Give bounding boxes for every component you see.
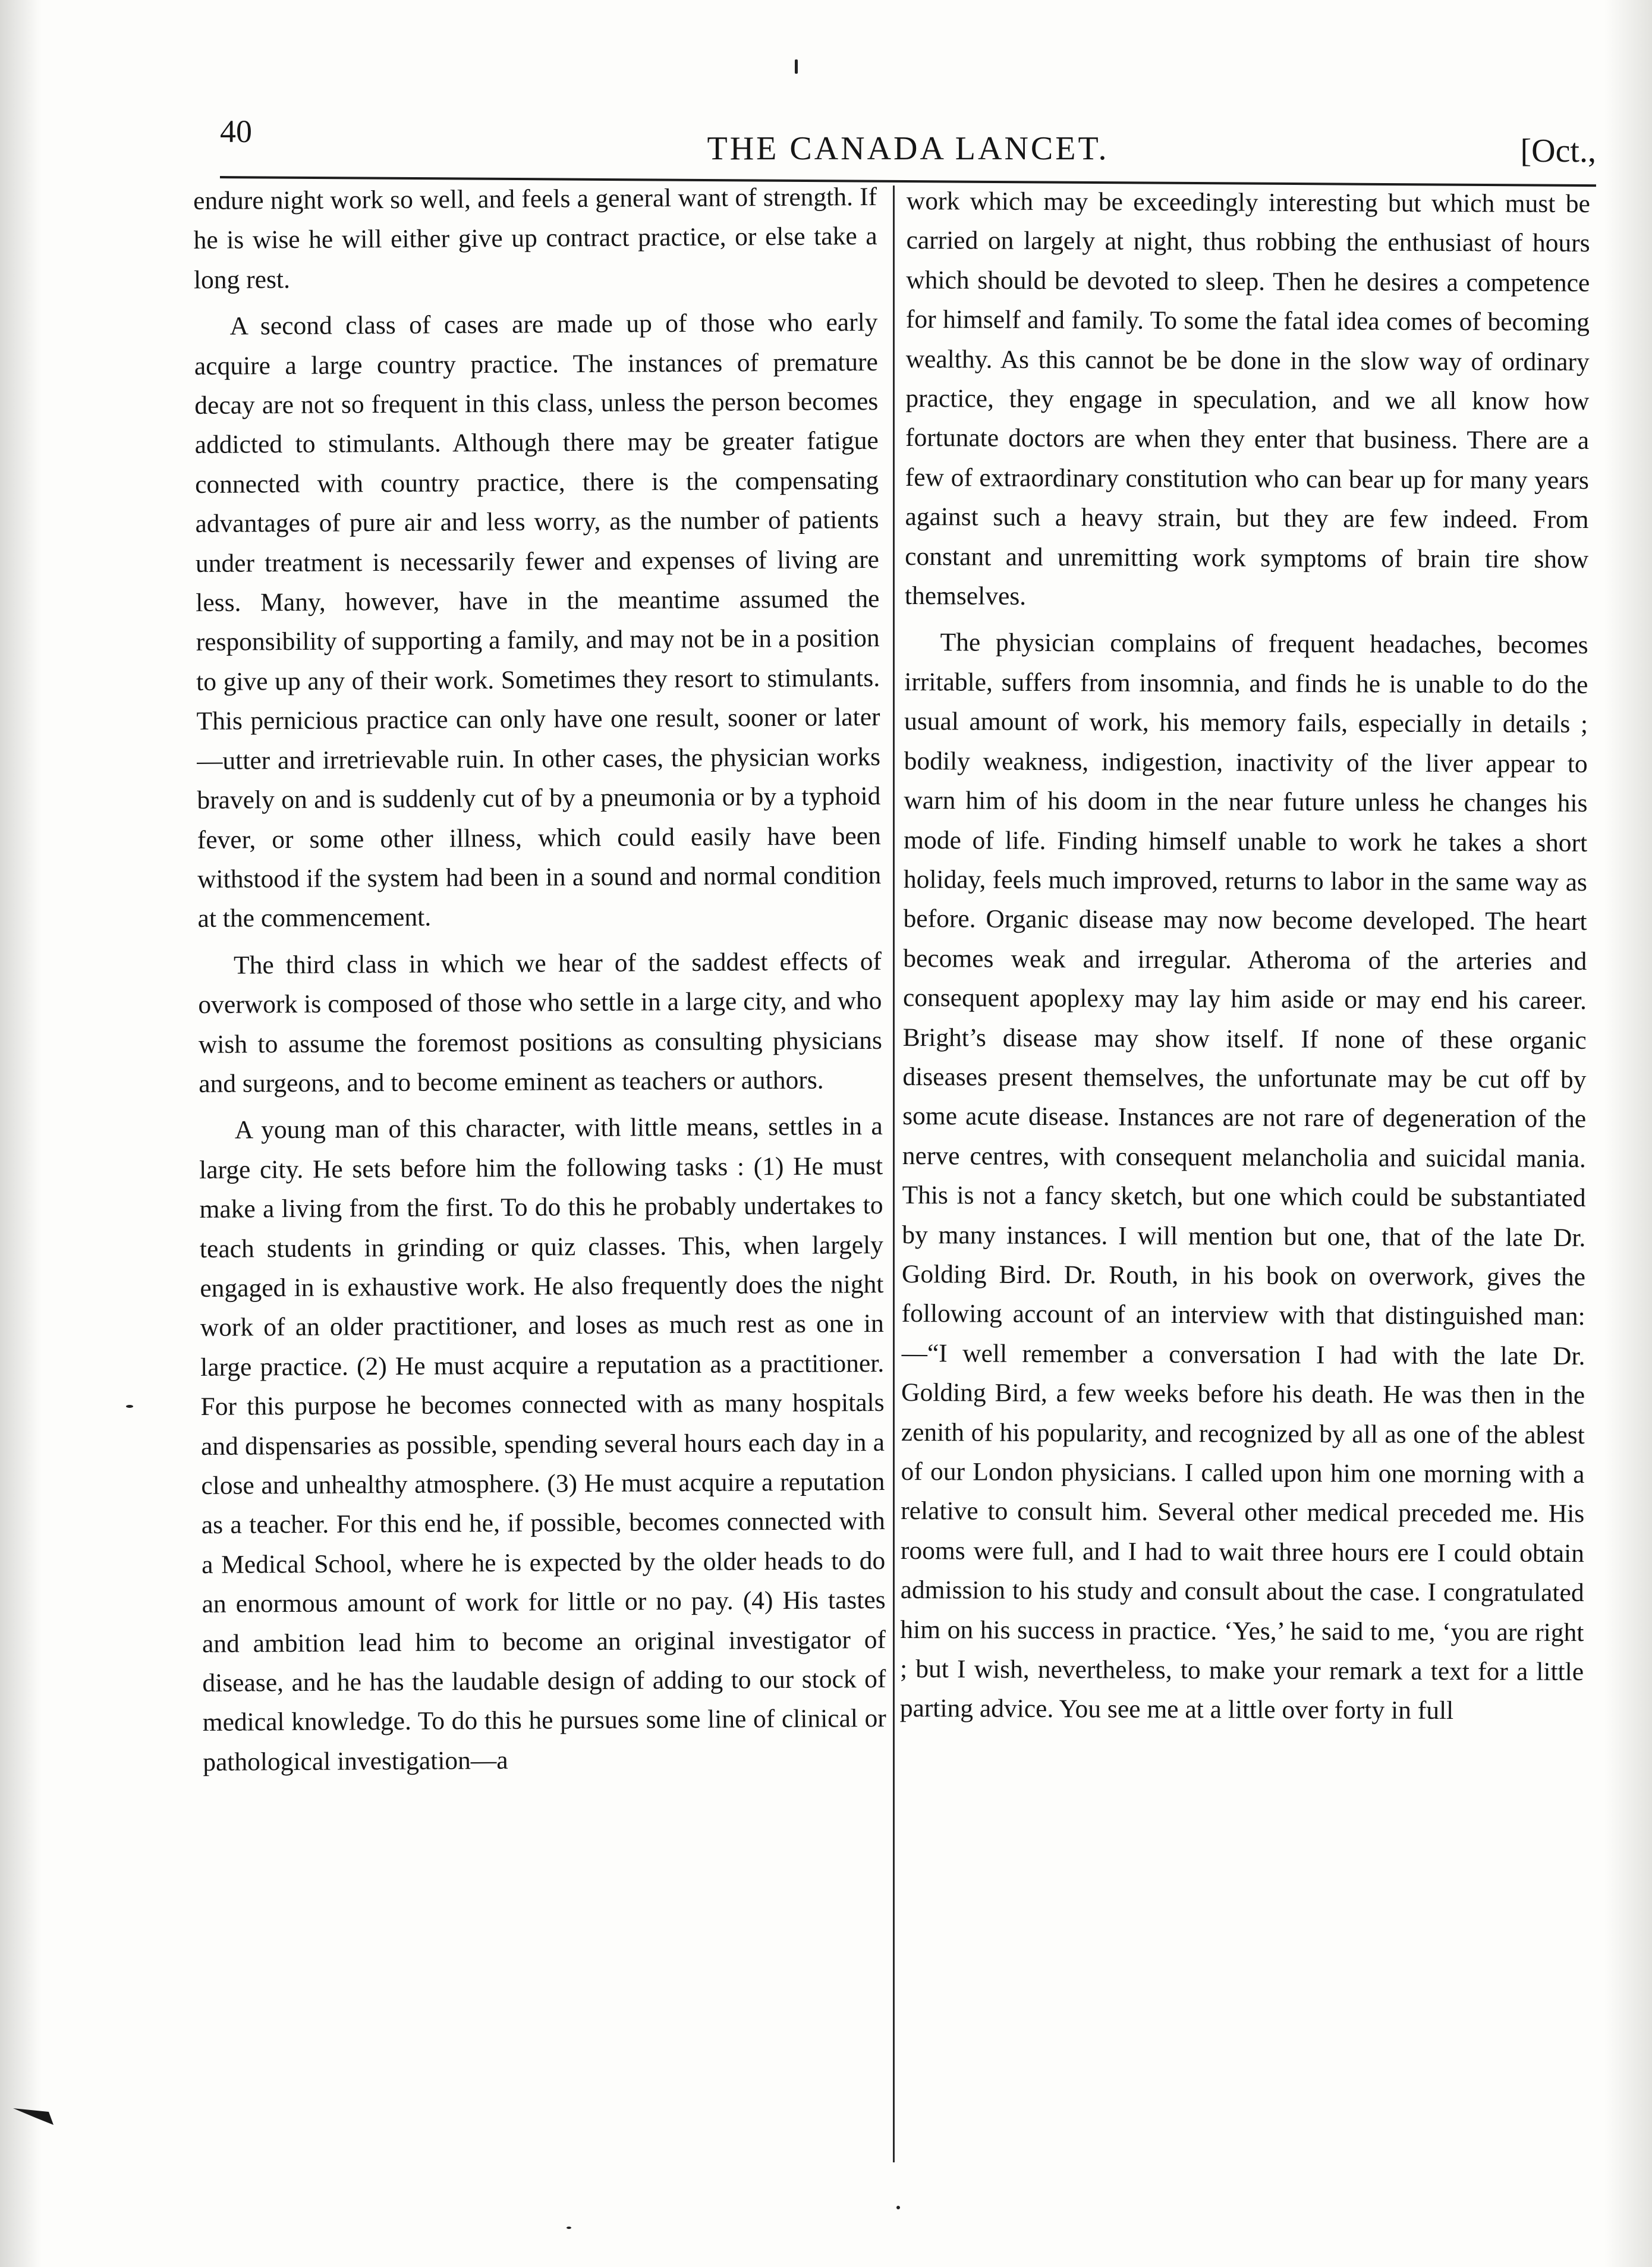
ink-speck xyxy=(896,2206,900,2209)
page-header xyxy=(220,113,1596,178)
running-title: THE CANADA LANCET. xyxy=(707,130,1109,167)
left-column xyxy=(193,177,889,2161)
column-divider xyxy=(893,185,895,2162)
ink-speck xyxy=(567,2227,571,2229)
scan-edge-left xyxy=(0,0,42,2267)
page-number: 40 xyxy=(220,114,252,149)
paragraph: The third class in which we hear of the saddest effects of overwork is composed of those who settle in a large city, and who wish to assume the foremost positions as consulting physicians and surgeons, and to become eminent as teachers or authors. xyxy=(198,947,882,1098)
ink-speck xyxy=(795,59,798,74)
paragraph: A second class of cases are made up of those who early acquire a large country practice. The instances of premature decay are not so frequent in this class, unless the person becomes addicted to stimulants. Although there may be greater fatigue connected with country practice, there is the compensating advantages of pure air and less worry, as the number of patients under treatment is necessarily fewer and expenses of living are less. Many, however, have in the meantime assumed the responsibility of supporting a family, and may not be in a position to give up any of their work. Sometimes they resort to stimulants. This pernicious practice can only have one result, sooner or later—utter and irretrievable ruin. In other cases, the physician works bravely on and is suddenly cut of by a pneumonia or by a typhoid fever, or some other illness, which could easily have been withstood if the system had been in a sound and normal condition at the commencement. xyxy=(194,308,882,933)
paragraph: work which may be exceedingly interesting but which must be carried on largely at night, thus robbing the enthusiast of hours which should be devoted to sleep. Then he desires a competence for himself and family. To some the fatal idea comes of becoming wealthy. As this cannot be be done in the slow way of ordinary practice, they engage in speculation, and we all know how fortunate doctors are when they enter that business. There are a few of extraordinary constitution who can bear up for many years against such a heavy strain, but they are few indeed. From constant and unremitting work symptoms of brain tire show themselves. xyxy=(904,186,1590,611)
issue-month: [Oct., xyxy=(1520,133,1596,169)
scan-edge-right xyxy=(1604,0,1652,2267)
right-column xyxy=(898,181,1590,2164)
paragraph: The physician complains of frequent headaches, becomes irritable, suffers from insomnia, and finds he is unable to do the usual amount of work, his memory fails, especially in details ; bodily weakness, indigestion, inactivity of the liver appear to warn him of his doom in the near future unless he changes his mode of life. Finding himself unable to work he takes a short holiday, feels much improved, returns to labor in the same way as before. Organic disease may now become developed. The heart becomes weak and irregular. Atheroma of the arteries and consequent apoplexy may lay him aside or may end his career. Bright’s disease may show itself. If none of these organic diseases present themselves, the unfortunate may be cut off by some acute disease. Instances are not rare of degeneration of the nerve centres, with consequent melancholia and suicidal mania. This is not a fancy sketch, but one which could be substantiated by many instances. I will mention but one, that of the late Dr. Golding Bird. Dr. Routh, in his book on overwork, gives the following account of an interview with that distinguished man:—“I well remember a conversation I had with the late Dr. Golding Bird, a few weeks before his death. He was then in the zenith of his popularity, and recognized by all as one of the ablest of our London physicians. I called upon him one morning with a relative to consult him. Several other medical preceded me. His rooms were full, and I had to wait three hours ere I could obtain admission to his study and consult about the case. I congratulated him on his success in practice. ‘Yes,’ he said to me, ‘you are right ; but I wish, nevertheless, to make your remark a text for a little parting advice. You see me at a little over forty in full xyxy=(899,628,1588,1725)
paragraph: A young man of this character, with little means, settles in a large city. He sets before him the following tasks : (1) He must make a living from the first. To do this he probably undertakes to teach students in grinding or quiz classes. This, when largely engaged in is exhaustive work. He also frequently does the night work of an older practitioner, and loses as much rest as one in large practice. (2) He must acquire a reputation as a practitioner. For this purpose he becomes connected with as many hospitals and dispensaries as possible, spending several hours each day in a close and unhealthy atmosphere. (3) He must acquire a reputation as a teacher. For this end he, if possible, becomes connected with a Medical School, where he is expected by the older heads to do an enormous amount of work for little or no pay. (4) His tastes and ambition lead him to become an original investigator of disease, and he has the laudable design of adding to our stock of medical knowledge. To do this he pursues some line of clinical or pathological investigation—a xyxy=(199,1112,886,1777)
paragraph: endure night work so well, and feels a general want of strength. If he is wise he will either give up contract practice, or else take a long rest. xyxy=(193,182,877,294)
ink-speck xyxy=(126,1405,133,1408)
margin-mark xyxy=(12,2105,65,2128)
